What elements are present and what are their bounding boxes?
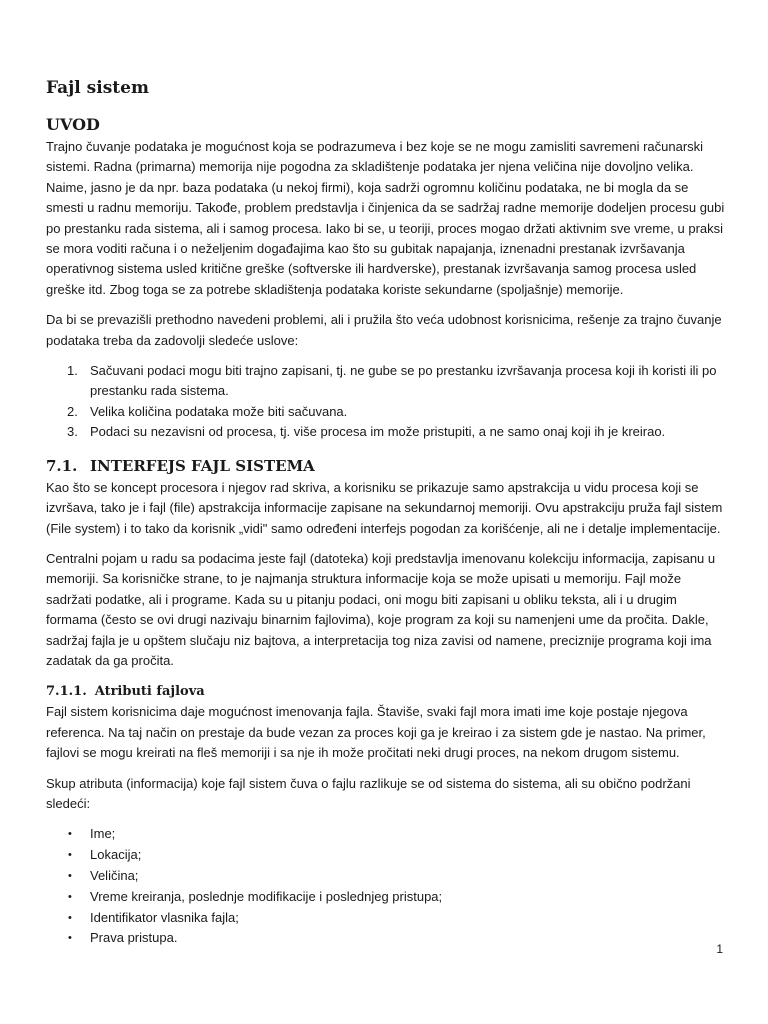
bullet-item [46, 908, 728, 929]
paragraph: Kao što se koncept procesora i njegov rad skriva, a korisniku se prikazuje samo apstrakcija u vidu procesa koji se izvršava, tako je i fajl (file) apstrakcija informacije zapisane na sekundarnoj memoriji. Ovu apstrakciju pruža fajl sistem (File system) i to tako da korisnik „vidi" samo određeni interfejs pogodan za korišćenje, ali ne i detalje implementacije. [46, 479, 723, 536]
list-item [46, 422, 728, 442]
bullet-item [46, 887, 728, 908]
list-item [46, 402, 728, 422]
list-item-number: 2. [67, 403, 78, 419]
section-number: 7.1. [46, 456, 78, 475]
bullet-text: Veličina; [90, 867, 139, 883]
subsection-title: Atributi fajlova [94, 684, 205, 700]
page-content [46, 76, 728, 949]
bullet-icon: • [68, 911, 72, 924]
bullet-item [46, 845, 728, 866]
page-number: 1 [716, 942, 723, 956]
paragraph: Fajl sistem korisnicima daje mogućnost imenovanja fajla. Štaviše, svaki fajl mora imati ime koje postaje njegova referenca. Na taj način on prestaje da bude vezan za proces koji ga je kreirao i za sistem gde je nastao. Na primer, fajlovi se mogu kreirati na fleš memoriji i sa nje ih može pročitati neki drugi proces, na nekom drugom sistemu. [46, 704, 706, 761]
numbered-list [46, 361, 728, 443]
list-item-number: 3. [67, 424, 78, 440]
list-item-number: 1. [67, 363, 78, 379]
bullet-item [46, 928, 728, 949]
paragraph: Trajno čuvanje podataka je mogućnost koja se podrazumeva i bez koje se ne mogu zamisliti savremeni računarski sistemi. Radna (primarna) memorija nije pogodna za skladištenje podataka jer njena veličina nije dovoljno velika. Naime, jasno je da npr. baza podataka (u nekoj firmi), koja sadrži ogromnu količinu podataka, ne bi mogla da se smesti u radnu memoriju. Takođe, problem predstavlja i činjenica da se sadržaj radne memorije dodeljen procesu gubi po prestanku rada sistema, ali i samog procesa. Iako bi se, u teoriji, proces mogao držati aktivnim sve vreme, u praksi se mora voditi računa i o neželjenim događajima kao što su gubitak napajanja, iznenadni prestanak izvršavanja operativnog sistema usled kritične greške (softverske ili hardverske), prestanak izvršavanja samog procesa usled greške itd. Zbog toga se za potrebe skladištenja podataka koriste sekundarne (spoljašnje) memorije. [46, 139, 725, 297]
list-item [46, 361, 728, 402]
bullet-item [46, 824, 728, 845]
bullet-icon: • [68, 890, 72, 903]
bullet-list [46, 824, 728, 949]
paragraph: Centralni pojam u radu sa podacima jeste fajl (datoteka) koji predstavlja imenovanu kolekciju informacija, zapisanu u memoriji. Sa korisničke strane, to je najmanja struktura informacije koja se može upisati u memoriju. Fajl može sadržati podatke, ali i programe. Kada su u pitanju podaci, oni mogu biti zapisani u obliku teksta, ali i u drugim formama (često se ovi drugi nazivaju binarnim fajlovima), koje program za koji su namenjeni ume da pročita. Dakle, sadržaj fajla je u opštem slučaju niz bajtova, a interpretacija tog niza zavisi od namene, preciznije programa koji ima zadatak da ga pročita. [46, 550, 716, 668]
paragraph: Skup atributa (informacija) koje fajl sistem čuva o fajlu razlikuje se od sistema do sistema, ali su obično podržani sledeći: [46, 775, 691, 811]
list-item-text: Sačuvani podaci mogu biti trajno zapisani, tj. ne gube se po prestanku izvršavanja procesa koji ih koristi ili po prestanku rada sistema. [90, 363, 717, 399]
bullet-icon: • [68, 849, 72, 862]
heading-section-7-1 [46, 455, 728, 477]
list-item-text: Velika količina podataka može biti sačuvana. [90, 403, 348, 419]
bullet-item [46, 866, 728, 887]
heading-subsection-7-1-1 [46, 683, 728, 701]
document-title: Fajl sistem [46, 78, 149, 98]
section-title: INTERFEJS FAJL SISTEMA [90, 456, 315, 475]
bullet-text: Ime; [90, 826, 116, 842]
bullet-icon: • [68, 828, 72, 841]
paragraph: Da bi se prevazišli prethodno navedeni problemi, ali i pružila što veća udobnost korisnicima, rešenje za trajno čuvanje podataka treba da zadovolji sledeće uslove: [46, 312, 722, 348]
list-item-text: Podaci su nezavisni od procesa, tj. više procesa im može pristupiti, a ne samo onaj koji ih je kreirao. [90, 424, 666, 440]
bullet-text: Prava pristupa. [90, 930, 178, 946]
bullet-icon: • [68, 932, 72, 945]
bullet-text: Identifikator vlasnika fajla; [90, 909, 239, 925]
bullet-text: Lokacija; [90, 847, 142, 863]
subsection-number: 7.1.1. [46, 684, 87, 700]
heading-uvod: UVOD [46, 115, 100, 134]
bullet-text: Vreme kreiranja, poslednje modifikacije i poslednjeg pristupa; [90, 888, 443, 904]
bullet-icon: • [68, 869, 72, 882]
